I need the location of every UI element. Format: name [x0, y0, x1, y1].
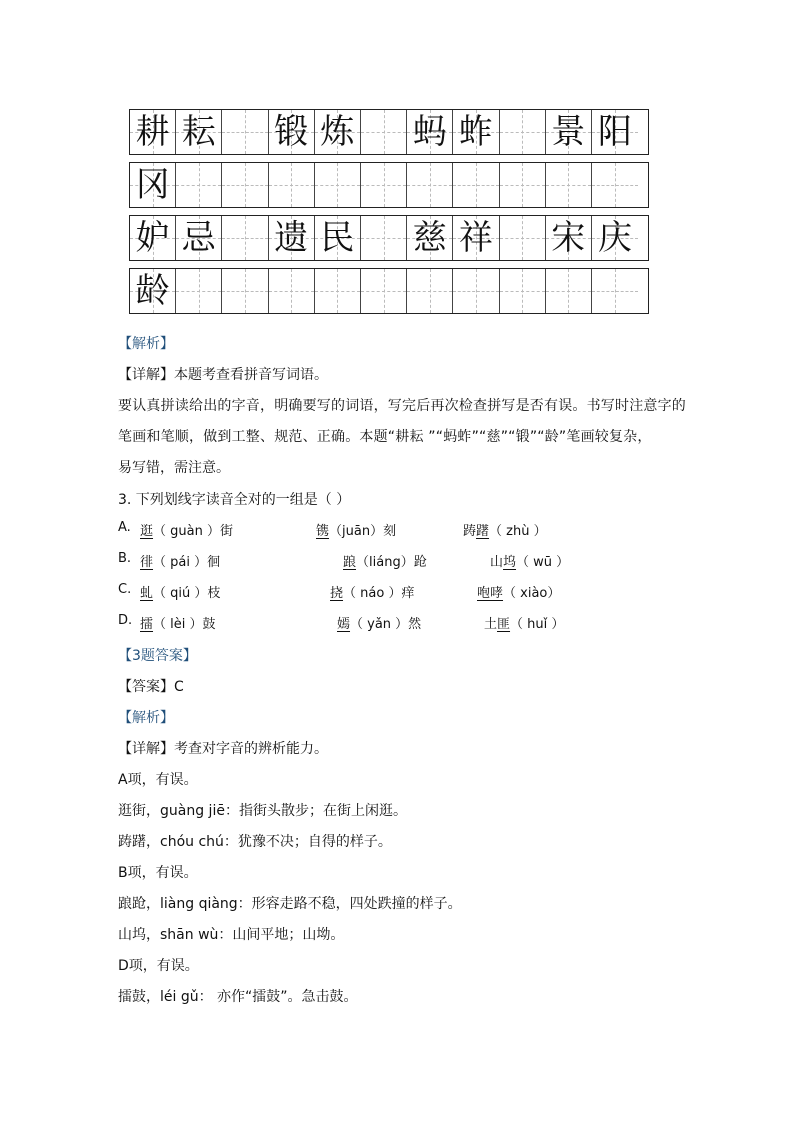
grid-cell	[407, 269, 453, 313]
grid-character	[407, 163, 452, 207]
option-word-3: 土匪（ huǐ ）	[484, 617, 565, 632]
grid-character	[361, 110, 406, 154]
grid-character	[222, 110, 267, 154]
grid-character: 庆	[597, 218, 632, 258]
grid-cell	[500, 269, 546, 313]
grid-cell	[315, 163, 361, 207]
grid-character: 锻	[274, 112, 309, 152]
option-a-explanation-1: 逛街，guàng jiē：指街头散步；在街上闲逛。	[118, 803, 407, 819]
grid-cell	[407, 216, 453, 260]
grid-character: 民	[320, 218, 355, 258]
option-d-explanation-1: 擂鼓，léi gǔ： 亦作“擂鼓”。急击鼓。	[118, 989, 358, 1005]
grid-character	[407, 269, 452, 313]
grid-character	[176, 269, 221, 313]
grid-cell	[176, 110, 222, 154]
option-word-2: 嫣（ yǎn ）然	[337, 617, 422, 632]
grid-cell	[361, 269, 407, 313]
grid-cell	[546, 163, 592, 207]
option-word-3: 咆哮（ xiào）	[477, 586, 561, 601]
grid-cell	[130, 269, 176, 313]
grid-cell	[361, 163, 407, 207]
grid-character: 景	[551, 112, 586, 152]
grid-character	[269, 269, 314, 313]
grid-cell	[130, 163, 176, 207]
grid-character: 炼	[320, 112, 355, 152]
grid-cell	[546, 216, 592, 260]
grid-cell	[269, 216, 315, 260]
grid-cell	[176, 216, 222, 260]
grid-character	[500, 269, 545, 313]
grid-cell	[592, 216, 638, 260]
writing-grid-row-4	[129, 268, 649, 314]
option-letter: C.	[118, 582, 132, 597]
grid-character	[222, 163, 267, 207]
option-word-3: 山坞（ wū ）	[490, 555, 570, 570]
paragraph-line-3: 易写错，需注意。	[118, 460, 230, 476]
grid-character: 祥	[458, 218, 493, 258]
grid-cell	[176, 163, 222, 207]
grid-character	[453, 269, 498, 313]
option-a-explanation-2: 踌躇，chóu chú：犹豫不决；自得的样子。	[118, 834, 392, 850]
option-word-1: 徘（ pái ）徊	[140, 555, 221, 570]
grid-character	[269, 163, 314, 207]
grid-cell	[315, 216, 361, 260]
grid-character: 慈	[412, 218, 447, 258]
option-word-2: 踉（liáng）跄	[343, 555, 427, 570]
grid-character	[592, 163, 638, 207]
option-word-2: 镌（juān）刻	[316, 524, 397, 539]
option-letter: A.	[118, 520, 131, 535]
grid-cell	[592, 110, 638, 154]
grid-character	[500, 216, 545, 260]
analysis-heading: 【解析】	[118, 336, 174, 352]
grid-cell	[269, 163, 315, 207]
grid-character	[315, 163, 360, 207]
grid-cell	[546, 269, 592, 313]
grid-cell	[222, 110, 268, 154]
grid-character: 蚱	[458, 112, 493, 152]
grid-cell	[592, 269, 638, 313]
grid-character	[222, 216, 267, 260]
writing-grid-row-1	[129, 109, 649, 155]
grid-cell	[269, 269, 315, 313]
writing-grid-row-2	[129, 162, 649, 208]
option-word-1: 逛（ guàn ）街	[140, 524, 233, 539]
grid-cell	[546, 110, 592, 154]
grid-character: 阳	[597, 112, 632, 152]
grid-character	[500, 163, 545, 207]
grid-cell	[222, 269, 268, 313]
detail-heading-2: 【详解】考查对字音的辨析能力。	[118, 741, 328, 757]
option-b-explanation-2: 山坞，shān wù：山间平地；山坳。	[118, 927, 345, 943]
option-d-verdict: D项，有误。	[118, 958, 199, 974]
grid-cell	[500, 110, 546, 154]
grid-cell	[315, 110, 361, 154]
grid-cell	[453, 269, 499, 313]
grid-character	[222, 269, 267, 313]
grid-cell	[453, 216, 499, 260]
grid-character: 妒	[135, 218, 170, 258]
grid-character	[546, 163, 591, 207]
grid-character	[500, 110, 545, 154]
option-b-verdict: B项，有误。	[118, 865, 198, 881]
grid-character: 宋	[551, 218, 586, 258]
answer-line: 【答案】C	[118, 679, 184, 695]
grid-character	[361, 216, 406, 260]
option-word-3: 踌躇（ zhù ）	[463, 524, 547, 539]
grid-cell	[222, 216, 268, 260]
grid-cell	[407, 110, 453, 154]
grid-cell	[453, 163, 499, 207]
grid-character	[361, 163, 406, 207]
writing-grid-row-3	[129, 215, 649, 261]
question-stem: 3. 下列划线字读音全对的一组是（ ）	[118, 492, 351, 508]
grid-character: 蚂	[412, 112, 447, 152]
detail-heading: 【详解】本题考查看拼音写词语。	[118, 367, 328, 383]
analysis-heading-2: 【解析】	[118, 710, 174, 726]
grid-cell	[176, 269, 222, 313]
grid-character: 龄	[135, 271, 170, 311]
grid-cell	[407, 163, 453, 207]
grid-cell	[361, 216, 407, 260]
option-word-1: 擂（ lèi ）鼓	[140, 617, 216, 632]
grid-character	[315, 269, 360, 313]
grid-cell	[592, 163, 638, 207]
grid-cell	[269, 110, 315, 154]
grid-cell	[130, 216, 176, 260]
option-word-2: 挠（ náo ）痒	[330, 586, 415, 601]
grid-cell	[500, 216, 546, 260]
grid-character: 遗	[274, 218, 309, 258]
grid-character	[592, 269, 638, 313]
paragraph-line-2: 笔画和笔顺，做到工整、规范、正确。本题“耕耘 ”“蚂蚱”“慈”“锻”“龄”笔画较复杂，	[118, 429, 652, 445]
option-letter: B.	[118, 551, 132, 566]
grid-cell	[315, 269, 361, 313]
grid-character: 耘	[181, 112, 216, 152]
grid-character: 耕	[135, 112, 170, 152]
grid-character	[546, 269, 591, 313]
grid-cell	[361, 110, 407, 154]
paragraph-line-1: 要认真拼读给出的字音，明确要写的词语，写完后再次检查拼写是否有误。书写时注意字的	[118, 398, 686, 414]
grid-cell	[130, 110, 176, 154]
grid-character	[176, 163, 221, 207]
grid-character	[453, 163, 498, 207]
grid-cell	[453, 110, 499, 154]
option-b-explanation-1: 踉跄，liàng qiàng：形容走路不稳，四处跌撞的样子。	[118, 896, 462, 912]
answer-header: 【3题答案】	[118, 648, 197, 664]
option-word-1: 虬（ qiú ）枝	[140, 586, 221, 601]
grid-character: 忌	[181, 218, 216, 258]
option-letter: D.	[118, 613, 133, 628]
grid-character	[361, 269, 406, 313]
grid-cell	[500, 163, 546, 207]
grid-cell	[222, 163, 268, 207]
option-a-verdict: A项，有误。	[118, 772, 198, 788]
grid-character: 冈	[135, 165, 170, 205]
